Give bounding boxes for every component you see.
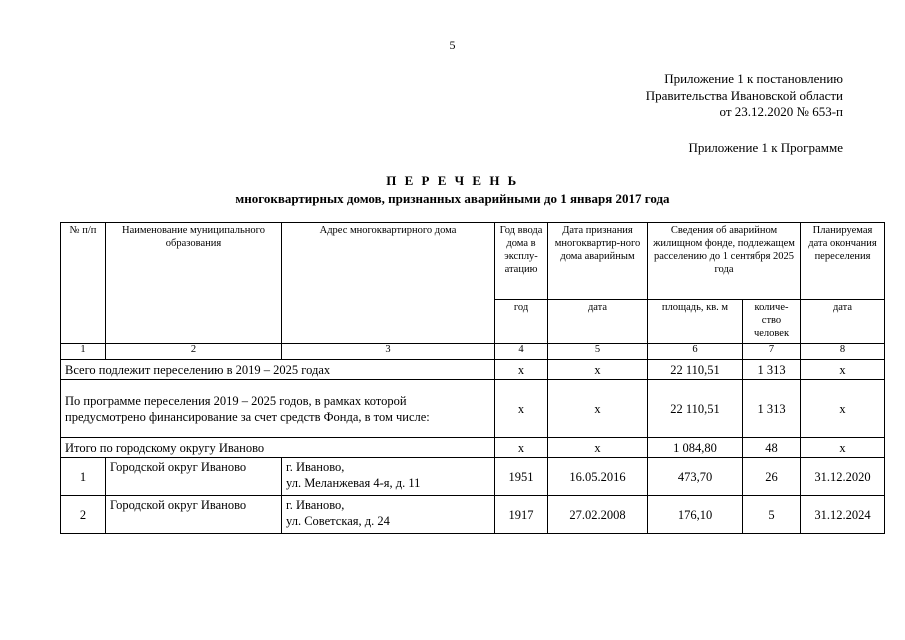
district-year: х (495, 438, 548, 458)
header-address: Адрес многоквартирного дома (282, 223, 495, 344)
district-date: х (548, 438, 648, 458)
header-info: Сведения об аварийном жилищном фонде, подлежащем расселению до 1 сентября 2025 года (648, 223, 801, 300)
program-year: х (495, 380, 548, 438)
row-year: 1917 (495, 496, 548, 534)
row-address (282, 458, 495, 496)
column-number: 5 (548, 344, 648, 360)
row-num: 1 (61, 458, 106, 496)
row-year: 1951 (495, 458, 548, 496)
program-date: х (548, 380, 648, 438)
row-planned: 31.12.2020 (801, 458, 885, 496)
table-row (61, 458, 885, 496)
row-address-line-2: ул. Советская, д. 24 (286, 514, 390, 528)
appendix-program: Приложение 1 к Программе (688, 140, 843, 155)
document-title: П Е Р Е Ч Е Н Ь (386, 173, 519, 188)
column-number: 8 (801, 344, 885, 360)
row-municipality: Городской округ Иваново (106, 458, 282, 496)
row-municipality: Городской округ Иваново (106, 496, 282, 534)
total-label: Всего подлежит переселению в 2019 – 2025 годах (61, 360, 495, 380)
subheader-people: количе-ство человек (743, 300, 801, 344)
total-date: х (548, 360, 648, 380)
row-area: 473,70 (648, 458, 743, 496)
header-num: № п/п (61, 223, 106, 344)
row-people: 26 (743, 458, 801, 496)
total-people: 1 313 (743, 360, 801, 380)
table-header-row (61, 223, 885, 300)
total-area: 22 110,51 (648, 360, 743, 380)
column-number: 4 (495, 344, 548, 360)
total-year: х (495, 360, 548, 380)
appendix-line-2: Правительства Ивановской области (645, 87, 843, 103)
row-date: 27.02.2008 (548, 496, 648, 534)
column-number: 3 (282, 344, 495, 360)
appendix-line-1: Приложение 1 к постановлению (664, 71, 843, 86)
program-label: По программе переселения 2019 – 2025 годов, в рамках которой предусмотрено финансирование за счет средств Фонда, в том числе: (61, 380, 495, 438)
program-people: 1 313 (743, 380, 801, 438)
document-subtitle: многоквартирных домов, признанных аварийными до 1 января 2017 года (235, 191, 670, 206)
row-num: 2 (61, 496, 106, 534)
appendix-block (646, 71, 843, 121)
total-row (61, 360, 885, 380)
district-label: Итого по городскому округу Иваново (61, 438, 495, 458)
subheader-year: год (495, 300, 548, 344)
district-planned: х (801, 438, 885, 458)
row-address-line-2: ул. Меланжевая 4-я, д. 11 (286, 476, 421, 490)
appendix-line-3: от 23.12.2020 № 653-п (719, 104, 843, 119)
program-row (61, 380, 885, 438)
program-area: 22 110,51 (648, 380, 743, 438)
header-municipality: Наименование муниципального образования (106, 223, 282, 344)
row-address (282, 496, 495, 534)
header-planned: Планируемая дата окончания переселения (801, 223, 885, 300)
row-area: 176,10 (648, 496, 743, 534)
subheader-area: площадь, кв. м (648, 300, 743, 344)
column-number: 7 (743, 344, 801, 360)
row-date: 16.05.2016 (548, 458, 648, 496)
housing-register-table (60, 222, 885, 534)
column-number: 2 (106, 344, 282, 360)
table-row (61, 496, 885, 534)
header-date-recognized: Дата признания многоквартир-ного дома аварийным (548, 223, 648, 300)
district-people: 48 (743, 438, 801, 458)
subheader-planned-date: дата (801, 300, 885, 344)
total-planned: х (801, 360, 885, 380)
district-area: 1 084,80 (648, 438, 743, 458)
column-number-row (61, 344, 885, 360)
row-people: 5 (743, 496, 801, 534)
program-planned: х (801, 380, 885, 438)
district-total-row (61, 438, 885, 458)
column-number: 6 (648, 344, 743, 360)
row-address-line-1: г. Иваново, (286, 498, 345, 512)
column-number: 1 (61, 344, 106, 360)
page-number: 5 (449, 38, 456, 52)
header-year: Год ввода дома в эксплу-атацию (495, 223, 548, 300)
row-planned: 31.12.2024 (801, 496, 885, 534)
row-address-line-1: г. Иваново, (286, 460, 345, 474)
subheader-date: дата (548, 300, 648, 344)
